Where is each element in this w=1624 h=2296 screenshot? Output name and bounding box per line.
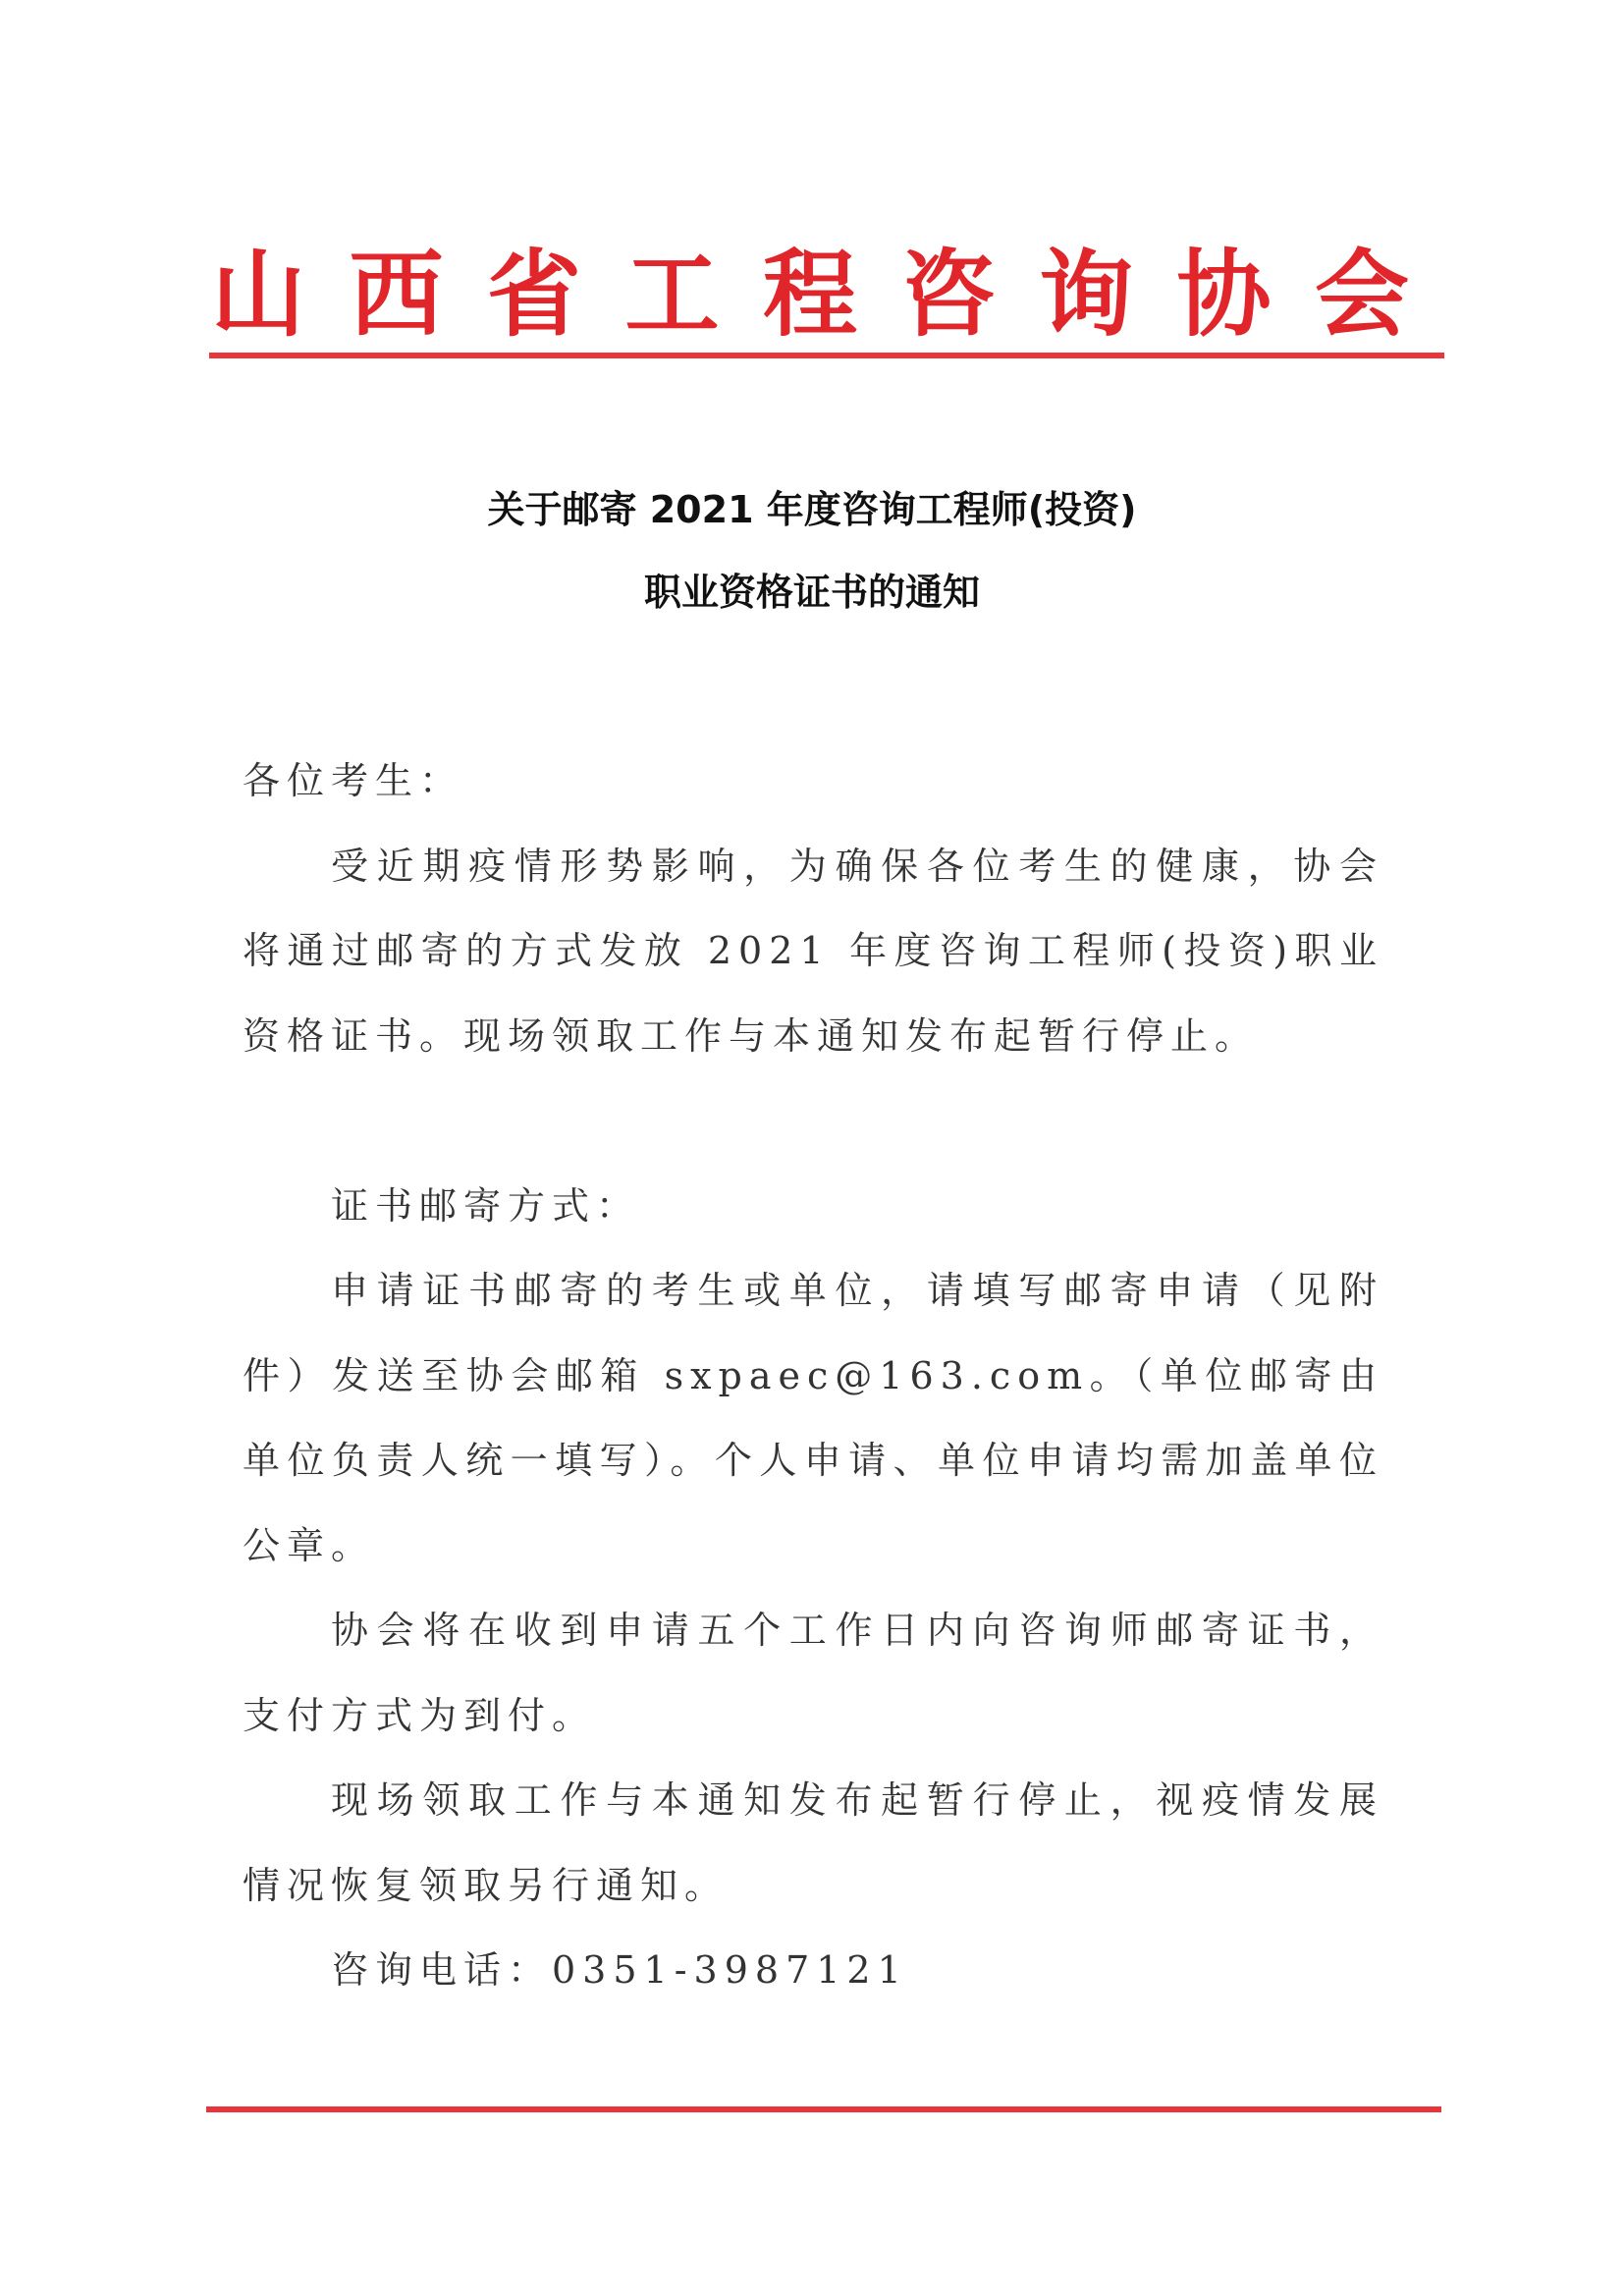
header-char: 山 — [211, 239, 305, 350]
header-char: 工 — [624, 239, 720, 350]
header-char: 会 — [1315, 239, 1409, 350]
contact-phone: 咨询电话：0351-3987121 — [331, 1948, 908, 1992]
paragraph-application: 申请证书邮寄的考生或单位，请填写邮寄申请（见附件）发送至协会邮箱 sxpaec@163.com。（单位邮寄由单位负责人统一填写）。个人申请、单位申请均需加盖单位公章。 — [243, 1269, 1383, 1567]
header-char: 咨 — [900, 239, 996, 350]
header-char: 询 — [1039, 239, 1133, 350]
header-char: 协 — [1176, 239, 1272, 350]
document-title-line1: 关于邮寄 2021 年度咨询工程师(投资) — [487, 488, 1137, 531]
header-char: 西 — [349, 239, 444, 350]
paragraph-spacer — [243, 1078, 1383, 1164]
section-heading-mailing: 证书邮寄方式： — [331, 1183, 641, 1228]
paragraph-delivery: 协会将在收到申请五个工作日内向咨询师邮寄证书，支付方式为到付。 — [243, 1609, 1383, 1737]
header-char: 省 — [487, 239, 581, 350]
document-title-line2: 职业资格证书的通知 — [643, 571, 980, 614]
header-char: 程 — [763, 239, 857, 350]
document-body — [243, 738, 1383, 2013]
header-divider — [209, 353, 1444, 358]
paragraph-intro: 受近期疫情形势影响，为确保各位考生的健康，协会将通过邮寄的方式发放 2021 年度咨询工程师(投资)职业资格证书。现场领取工作与本通知发布起暂行停止。 — [243, 844, 1383, 1058]
salutation: 各位考生： — [243, 759, 464, 802]
footer-divider — [206, 2106, 1441, 2112]
organization-header — [211, 236, 1409, 354]
paragraph-suspension: 现场领取工作与本通知发布起暂行停止，视疫情发展情况恢复领取另行通知。 — [243, 1778, 1383, 1907]
